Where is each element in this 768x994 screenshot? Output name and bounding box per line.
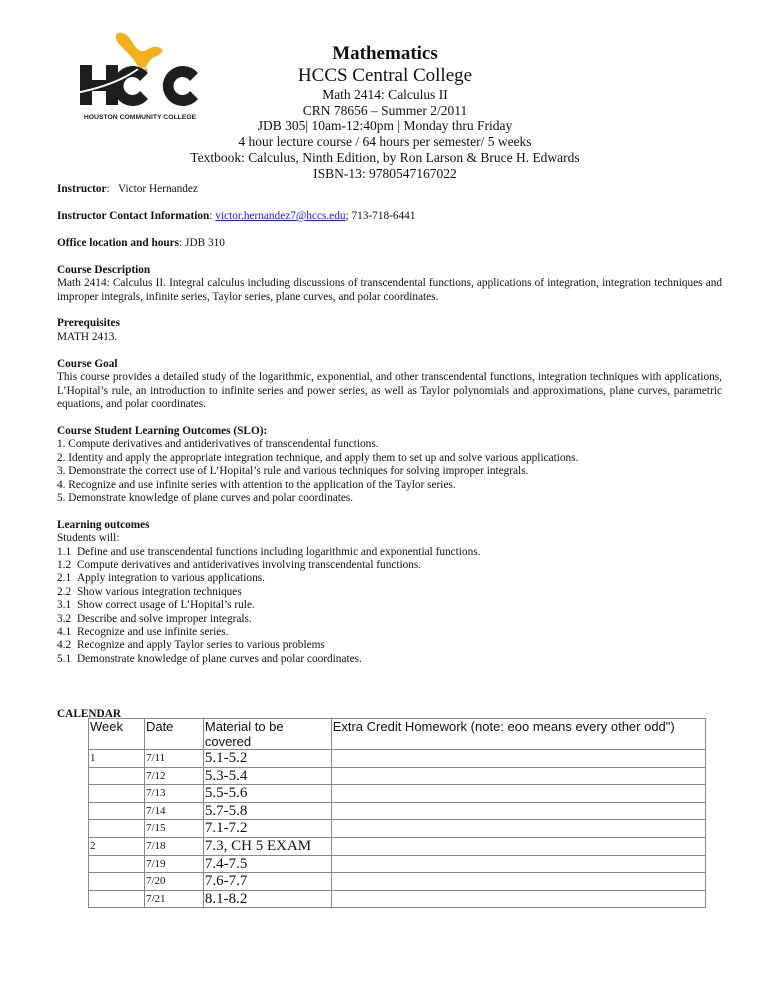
date-cell: 7/12 — [144, 767, 203, 785]
calendar-header-row — [89, 719, 706, 750]
learning-outcome-item: 2.1 Apply integration to various applications. — [57, 572, 265, 585]
learning-outcomes-heading: Learning outcomes — [57, 518, 150, 531]
column-header-week: Week — [89, 719, 145, 750]
date-cell: 7/21 — [144, 890, 203, 908]
material-cell: 5.5-5.6 — [203, 785, 331, 803]
table-row — [89, 820, 706, 838]
week-cell — [89, 767, 145, 785]
column-header-date: Date — [144, 719, 203, 750]
goal-text: This course provides a detailed study of the logarithmic, exponential, and other transcendental functions, integration techniques with applications, L’Hopital’s rule, an introduction to infinite series and power series, as well as Taylor polynomials and approximations, plane curves, parametric equations, and polar coordinates. — [57, 371, 722, 410]
slo-item: 4. Recognize and use infinite series with attention to the application of the Taylor series. — [57, 478, 456, 491]
material-cell: 7.1-7.2 — [203, 820, 331, 838]
table-row — [89, 873, 706, 891]
material-cell: 5.7-5.8 — [203, 802, 331, 820]
course-isbn: ISBN-13: 9780547167022 — [313, 165, 457, 181]
description-text: Math 2414: Calculus II. Integral calculus including discussions of transcendental functions, applications of integration, integration techniques and improper integrals, infinite series, Taylor series, plane curves, and polar coordinates. — [57, 277, 722, 303]
course-name: Math 2414: Calculus II — [322, 87, 448, 102]
department-title: Mathematics — [332, 43, 438, 64]
material-cell: 7.6-7.7 — [203, 873, 331, 891]
learning-outcome-item: 1.1 Define and use transcendental functions including logarithmic and exponential functions. — [57, 545, 481, 558]
homework-cell — [331, 750, 705, 768]
date-cell: 7/13 — [144, 785, 203, 803]
date-cell: 7/20 — [144, 873, 203, 891]
week-cell — [89, 855, 145, 873]
homework-cell — [331, 785, 705, 803]
prerequisites-text: MATH 2413. — [57, 330, 118, 343]
course-crn: CRN 78656 – Summer 2/2011 — [302, 102, 468, 118]
slo-heading: Course Student Learning Outcomes (SLO): — [57, 424, 268, 437]
slo-item: 3. Demonstrate the correct use of L’Hopital’s rule and various techniques for solving improper integrals. — [57, 465, 529, 478]
office-label: Office location and hours — [57, 236, 180, 249]
slo-item: 2. Identity and apply the appropriate integration technique, and apply them to set up and solve various applications. — [57, 451, 579, 464]
contact-label: Instructor Contact Information — [57, 209, 210, 222]
learning-outcome-item: 4.1 Recognize and use infinite series. — [57, 626, 229, 639]
course-textbook: Textbook: Calculus, Ninth Edition, by Ron Larson & Bruce H. Edwards — [190, 149, 580, 165]
instructor-email-link[interactable]: victor.hernandez7@hccs.edu — [215, 209, 346, 222]
syllabus-header — [150, 43, 620, 181]
learning-outcome-item: 1.2 Compute derivatives and antiderivatives involving transcendental functions. — [57, 559, 422, 572]
contact-line: Instructor Contact Information: victor.hernandez7@hccs.edu; 713-718-6441 — [57, 209, 416, 222]
homework-cell — [331, 802, 705, 820]
date-cell: 7/14 — [144, 802, 203, 820]
instructor-name: Victor Hernandez — [118, 183, 198, 195]
instructor-phone: ; 713-718-6441 — [345, 209, 416, 222]
table-row — [89, 890, 706, 908]
office-line: Office location and hours: JDB 310 — [57, 236, 225, 249]
column-header-homework: Extra Credit Homework (note: eoo means every other odd") — [331, 719, 705, 750]
week-cell — [89, 802, 145, 820]
table-row — [89, 767, 706, 785]
week-cell — [89, 890, 145, 908]
table-row — [89, 855, 706, 873]
instructor-line: Instructor: Victor Hernandez — [57, 183, 198, 195]
column-header-material: Material to be covered — [203, 719, 331, 750]
learning-outcomes-intro: Students will: — [57, 532, 120, 545]
svg-text:HOUSTON COMMUNITY COLLEGE: HOUSTON COMMUNITY COLLEGE — [83, 114, 197, 121]
week-cell — [89, 820, 145, 838]
table-row — [89, 785, 706, 803]
homework-cell — [331, 873, 705, 891]
homework-cell — [331, 820, 705, 838]
material-cell: 7.4-7.5 — [203, 855, 331, 873]
syllabus-body — [57, 183, 722, 666]
campus-name: HCCS Central College — [297, 65, 473, 86]
table-row — [89, 750, 706, 768]
description-heading: Course Description — [57, 263, 151, 276]
prerequisites-heading: Prerequisites — [57, 317, 120, 330]
date-cell: 7/18 — [144, 837, 203, 855]
homework-cell — [331, 855, 705, 873]
week-cell: 1 — [89, 750, 145, 768]
learning-outcome-item: 3.1 Show correct usage of L’Hopital’s rule. — [57, 599, 255, 612]
slo-item: 1. Compute derivatives and antiderivatives of transcendental functions. — [57, 438, 379, 451]
learning-outcome-item: 5.1 Demonstrate knowledge of plane curves and polar coordinates. — [57, 652, 362, 665]
learning-outcome-item: 2.2 Show various integration techniques — [57, 585, 242, 598]
material-cell: 5.1-5.2 — [203, 750, 331, 768]
slo-item: 5. Demonstrate knowledge of plane curves and polar coordinates. — [57, 491, 354, 504]
material-cell: 7.3, CH 5 EXAM — [203, 837, 331, 855]
office-value: JDB 310 — [185, 236, 225, 249]
course-schedule: JDB 305| 10am-12:40pm | Monday thru Friday — [257, 118, 513, 134]
date-cell: 7/19 — [144, 855, 203, 873]
date-cell: 7/11 — [144, 750, 203, 768]
material-cell: 5.3-5.4 — [203, 767, 331, 785]
course-hours: 4 hour lecture course / 64 hours per semester/ 5 weeks — [238, 134, 532, 150]
learning-outcome-item: 4.2 Recognize and apply Taylor series to various problems — [57, 639, 325, 652]
date-cell: 7/15 — [144, 820, 203, 838]
goal-heading: Course Goal — [57, 357, 118, 370]
calendar-table — [88, 718, 706, 908]
table-row — [89, 802, 706, 820]
week-cell — [89, 873, 145, 891]
week-cell — [89, 785, 145, 803]
learning-outcome-item: 3.2 Describe and solve improper integrals. — [57, 612, 252, 625]
table-row — [89, 837, 706, 855]
homework-cell — [331, 767, 705, 785]
material-cell: 8.1-8.2 — [203, 890, 331, 908]
calendar-heading: CALENDAR — [57, 708, 122, 720]
instructor-label: Instructor — [57, 183, 107, 195]
week-cell: 2 — [89, 837, 145, 855]
homework-cell — [331, 837, 705, 855]
homework-cell — [331, 890, 705, 908]
